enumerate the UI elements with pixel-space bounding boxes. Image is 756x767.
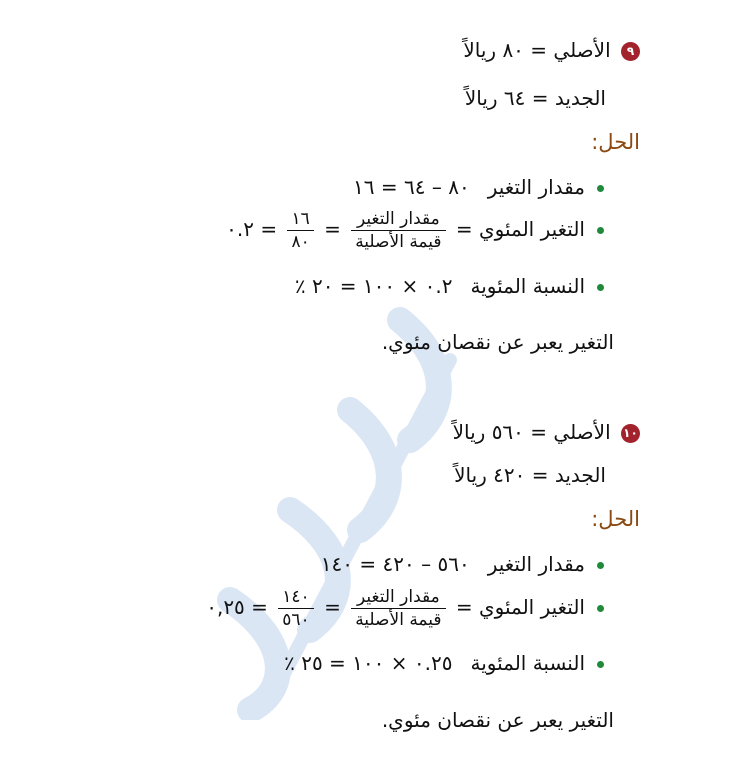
conclusion-text: التغير يعبر عن نقصان مئوي. xyxy=(381,708,614,732)
new-value-text: الجديد = ٤٢٠ ريالاً xyxy=(454,463,606,487)
percentage-expr: ٠.٢ × ١٠٠ = ٢٠ ٪ xyxy=(294,274,453,298)
problem-9-percentage xyxy=(295,272,604,300)
fraction-numerator: ١٤٠ xyxy=(278,586,313,609)
problem-10-percent-change xyxy=(206,585,604,631)
problem-10-change-amount xyxy=(321,550,604,578)
bullet-icon xyxy=(597,227,604,234)
percent-change-label: التغير المئوي = xyxy=(455,595,585,619)
problem-9-new xyxy=(465,84,606,112)
bullet-icon xyxy=(597,562,604,569)
fraction-numerator: ١٦ xyxy=(287,208,313,231)
equals-sign: = xyxy=(324,595,341,619)
problem-10-new xyxy=(454,461,606,489)
fraction-formula xyxy=(351,208,445,253)
problem-10-percentage xyxy=(284,649,604,677)
solution-label: الحل: xyxy=(591,507,640,531)
equals-sign: = xyxy=(251,595,268,619)
bullet-icon xyxy=(597,185,604,192)
percentage-label: النسبة المئوية xyxy=(470,274,585,298)
problem-9-percent-change xyxy=(226,207,604,253)
equals-sign: = xyxy=(324,217,341,241)
fraction-denominator: قيمة الأصلية xyxy=(355,232,442,252)
problem-9-conclusion xyxy=(382,328,614,356)
fraction-denominator: ٨٠ xyxy=(291,232,310,252)
fraction-numerator: مقدار التغير xyxy=(351,208,445,231)
conclusion-text: التغير يعبر عن نقصان مئوي. xyxy=(381,330,614,354)
fraction-formula xyxy=(351,586,445,631)
fraction-numerator: مقدار التغير xyxy=(351,586,445,609)
fraction-denominator: قيمة الأصلية xyxy=(355,610,442,630)
fraction-denominator: ٥٦٠ xyxy=(282,610,310,630)
original-value-text: الأصلي = ٨٠ ريالاً xyxy=(463,38,611,62)
problem-9-original xyxy=(463,36,640,64)
problem-9-solution-label xyxy=(591,128,640,156)
change-amount-expr: ٨٠ – ٦٤ = ١٦ xyxy=(353,175,470,199)
fraction-values xyxy=(287,208,313,253)
new-value-text: الجديد = ٦٤ ريالاً xyxy=(464,86,606,110)
bullet-icon xyxy=(597,284,604,291)
original-value-text: الأصلي = ٥٦٠ ريالاً xyxy=(452,420,611,444)
problem-10-original xyxy=(453,418,640,446)
change-amount-label: مقدار التغير xyxy=(487,175,585,199)
problem-number-badge: ٩ xyxy=(621,42,640,61)
problem-10-conclusion xyxy=(382,706,614,734)
percentage-expr: ٠.٢٥ × ١٠٠ = ٢٥ ٪ xyxy=(284,651,453,675)
percent-change-result: ٠,٢٥ xyxy=(206,595,245,619)
problem-9-change-amount xyxy=(353,173,604,201)
equals-sign: = xyxy=(260,217,278,241)
change-amount-label: مقدار التغير xyxy=(487,552,585,576)
solution-label: الحل: xyxy=(591,130,640,154)
problem-number-badge: ١٠ xyxy=(621,424,640,443)
percent-change-label: التغير المئوي = xyxy=(455,217,585,241)
problem-10-solution-label xyxy=(591,505,640,533)
change-amount-expr: ٥٦٠ – ٤٢٠ = ١٤٠ xyxy=(320,552,470,576)
fraction-values xyxy=(278,586,313,631)
bullet-icon xyxy=(597,605,604,612)
percentage-label: النسبة المئوية xyxy=(470,651,585,675)
bullet-icon xyxy=(597,661,604,668)
percent-change-result: ٠.٢ xyxy=(226,217,254,241)
